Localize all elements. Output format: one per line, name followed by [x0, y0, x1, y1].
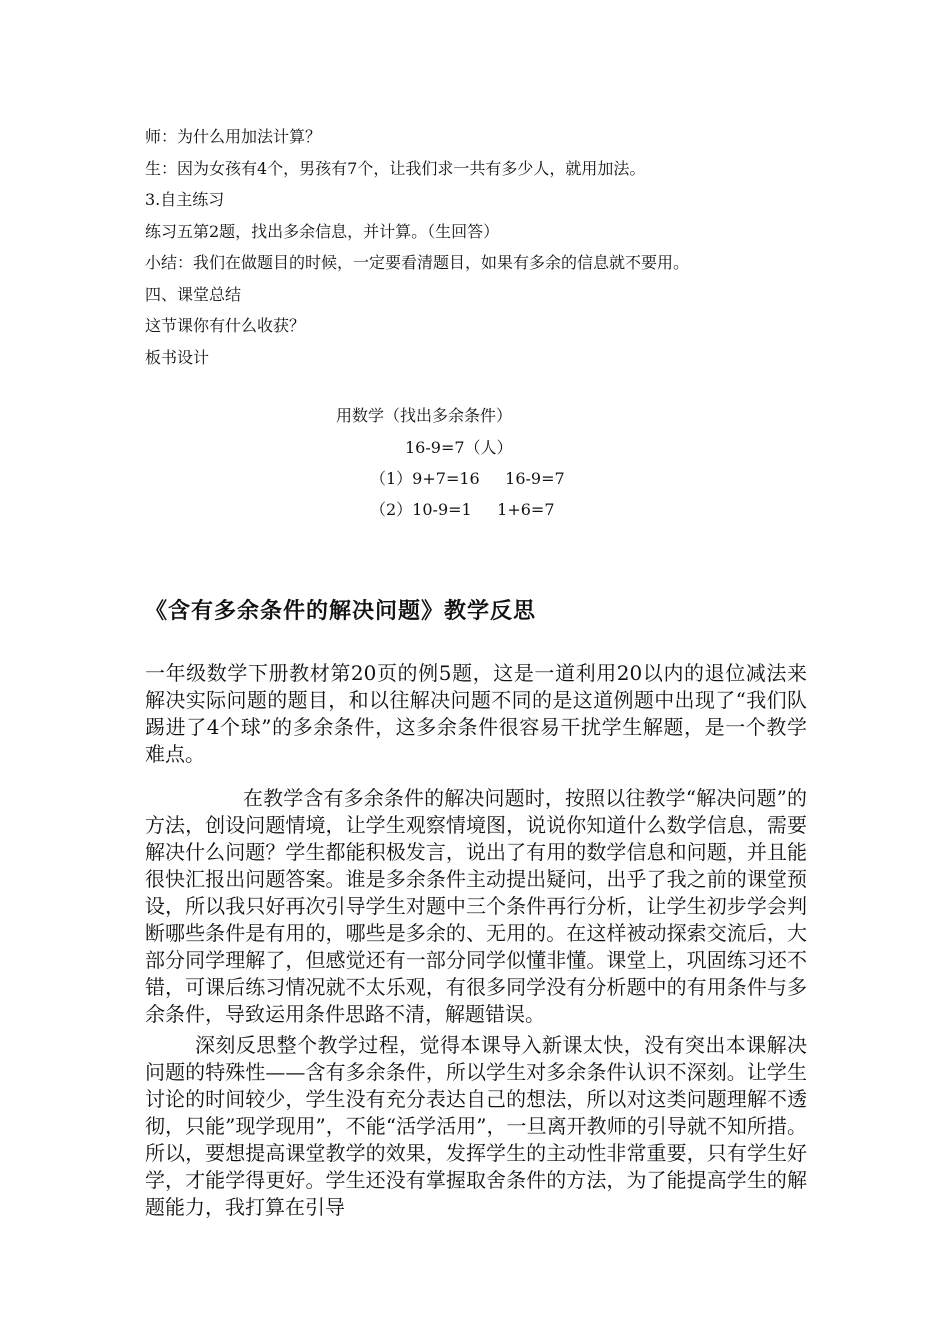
- exercise-line: 练习五第2题，找出多余信息，并计算。（生回答）: [145, 221, 500, 241]
- summary-line: 小结：我们在做题目的时候，一定要看清题目，如果有多余的信息就不要用。: [145, 253, 690, 272]
- section-self-practice: 3.自主练习: [145, 190, 225, 209]
- reflection-paragraph-1: 一年级数学下册教材第20页的例5题，这是一道利用20以内的退位减法来解决实际问题的题目，和以往解决问题不同的是这道例题中出现了“我们队踢进了4个球”的多余条件，这多余条件很容易干扰学生解题，是一个教学难点。: [145, 661, 807, 766]
- teacher-question-line: 师：为什么用加法计算？: [145, 127, 322, 146]
- board-row-2: （2）10-9=1 1+6=7: [370, 500, 555, 519]
- board-equation: 16-9=7（人）: [405, 438, 513, 457]
- reflection-paragraph-3: 深刻反思整个教学过程，觉得本课导入新课太快，没有突出本课解决问题的特殊性——含有多余条件，所以学生对多余条件认识不深刻。让学生讨论的时间较少，学生没有充分表达自己的想法，所以对这类问题理解不透彻，只能”现学现用”，不能“活学活用”，一旦离开教师的引导就不知所措。所以，要想提高课堂教学的效果，发挥学生的主动性非常重要，只有学生好学，才能学得更好。学生还没有掌握取舍条件的方法，为了能提高学生的解题能力，我打算在引导: [145, 1033, 807, 1219]
- student-answer-line: 生：因为女孩有4个，男孩有7个，让我们求一共有多少人，就用加法。: [145, 158, 646, 178]
- reflection-paragraph-2: 在教学含有多余条件的解决问题时，按照以往教学“解决问题”的方法，创设问题情境，让学生观察情境图，说说你知道什么数学信息，需要解决什么问题？学生都能积极发言，说出了有用的数学信息和问题，并且能很快汇报出问题答案。谁是多余条件主动提出疑问，出乎了我之前的课堂预设，所以我只好再次引导学生对题中三个条件再行分析，让学生初步学会判断哪些条件是有用的，哪些是多余的、无用的。在这样被动探索交流后，大部分同学理解了，但感觉还有一部分同学似懂非懂。课堂上，巩固练习还不错，可课后练习情况就不太乐观，有很多同学没有分析题中的有用条件与多余条件，导致运用条件思路不清，解题错误。: [145, 786, 807, 1026]
- board-design-heading: 板书设计: [145, 347, 210, 367]
- lesson-transcript: [145, 121, 825, 373]
- harvest-question-line: 这节课你有什么收获？: [145, 316, 306, 335]
- board-row-1: （1）9+7=16 16-9=7: [370, 469, 565, 488]
- reflection-title: 《含有多余条件的解决问题》教学反思: [145, 599, 537, 624]
- section-class-summary: 四、课堂总结: [145, 284, 242, 304]
- board-title: 用数学（找出多余条件）: [336, 406, 513, 425]
